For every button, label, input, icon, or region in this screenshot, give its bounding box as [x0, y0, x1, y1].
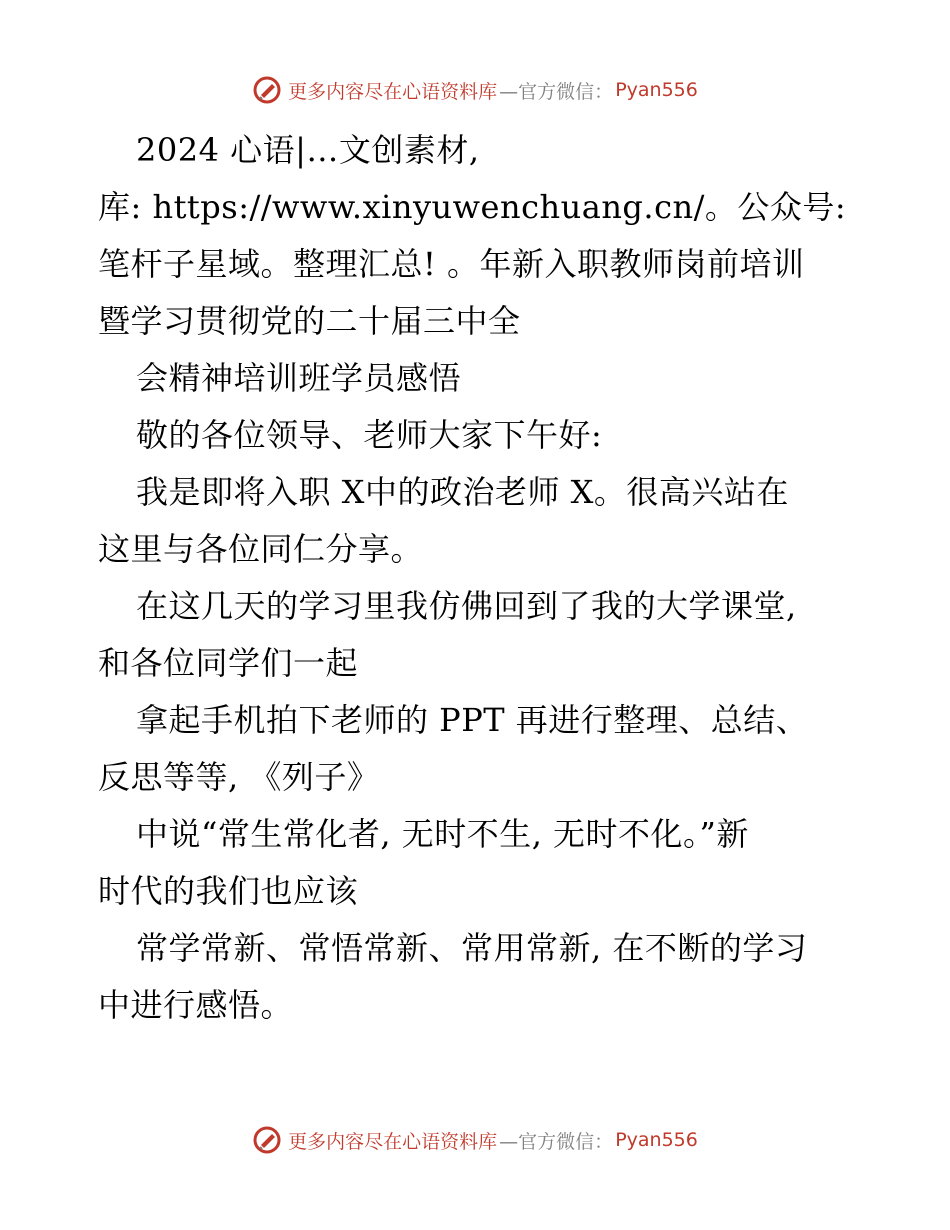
banner-dash: —官方微信：: [499, 1130, 614, 1153]
footer-watermark-banner: [0, 1122, 950, 1158]
banner-text: 更多内容尽在心语资料库: [288, 1130, 498, 1153]
text-line: 会精神培训班学员感悟: [136, 359, 462, 397]
text-line: 库: https://www.xinyuwenchuang.cn/。公众号:: [98, 188, 847, 226]
banner-text: 更多内容尽在心语资料库: [288, 80, 498, 103]
logo-icon: [252, 75, 282, 105]
text-line: 反思等等, 《列子》: [98, 758, 380, 796]
text-line: 这里与各位同仁分享。: [98, 530, 424, 568]
text-line: 中说“常生常化者, 无时不生, 无时不化。”新: [136, 815, 749, 853]
text-line: 常学常新、常悟常新、常用常新, 在不断的学习: [136, 929, 808, 967]
banner-wechat-id: Pyan556: [615, 79, 698, 101]
document-body: [98, 122, 858, 1034]
text-line: 和各位同学们一起: [98, 644, 359, 682]
text-line: 2024 心语|…文创素材,: [136, 131, 480, 169]
text-line: 拿起手机拍下老师的 PPT 再进行整理、总结、: [136, 701, 809, 739]
header-watermark-banner: [0, 72, 950, 108]
banner-wechat-id: Pyan556: [615, 1129, 698, 1151]
text-line: 笔杆子星域。整理汇总! 。年新入职教师岗前培训: [98, 245, 805, 283]
text-line: 暨学习贯彻党的二十届三中全: [98, 302, 521, 340]
logo-icon: [252, 1125, 282, 1155]
banner-dash: —官方微信：: [499, 80, 614, 103]
text-line: 时代的我们也应该: [98, 872, 359, 910]
text-line: 在这几天的学习里我仿佛回到了我的大学课堂,: [136, 587, 797, 625]
text-line: 敬的各位领导、老师大家下午好:: [136, 416, 603, 454]
text-line: 中进行感悟。: [98, 986, 294, 1024]
text-line: 我是即将入职 X中的政治老师 X。很高兴站在: [136, 473, 789, 511]
